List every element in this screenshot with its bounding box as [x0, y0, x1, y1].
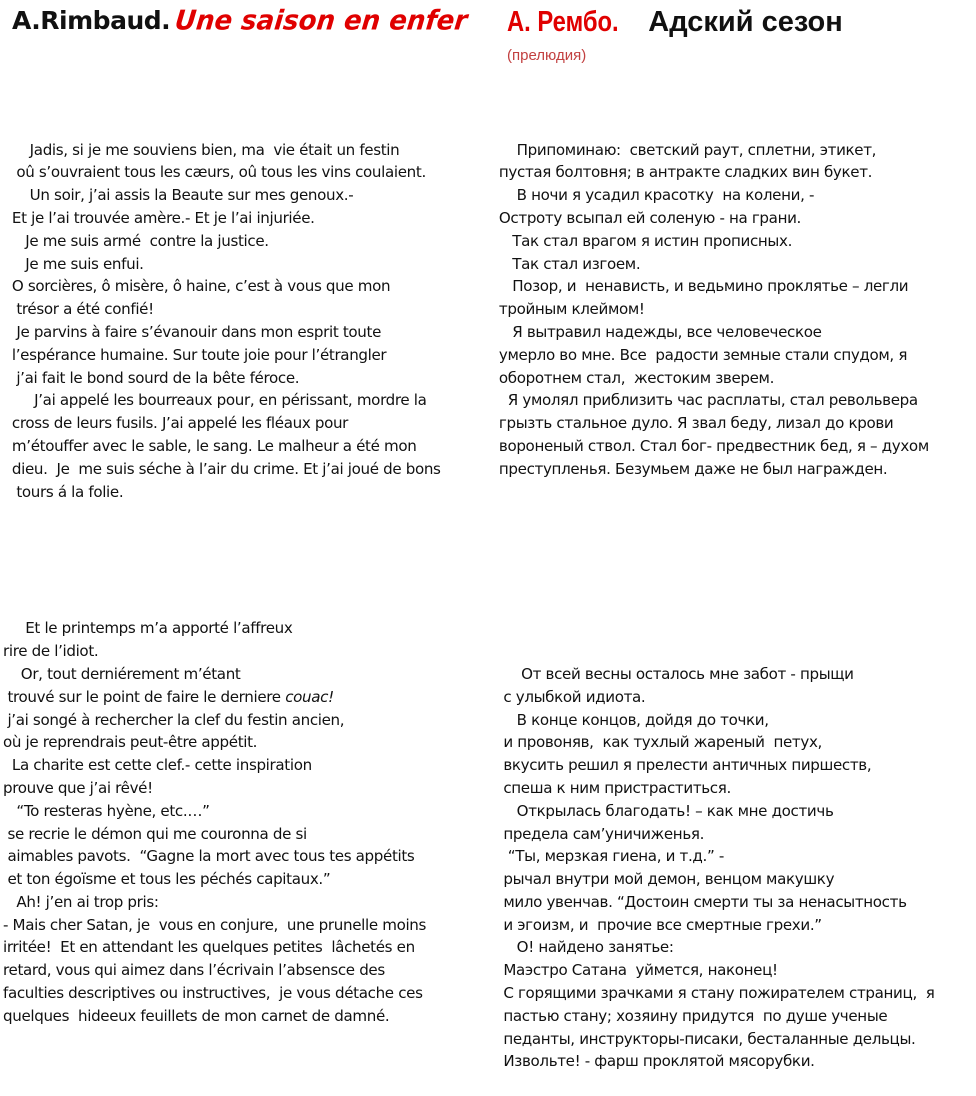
stanza-gap: [3, 549, 488, 572]
text-line: и эгоизм, и прочие все смертные грехи.”: [490, 915, 822, 934]
text-line: с улыбкой идиота.: [490, 687, 646, 706]
text-line: пастью стану; хозяину придутся по душе ученые: [490, 1006, 888, 1025]
text-line: trésor a été confié!: [3, 300, 154, 319]
russian-subtitle: (прелюдия): [507, 47, 587, 64]
text-line: и провоняв, как тухлый жареный петух,: [490, 733, 822, 752]
text-line: Et je l’ai trouvée amère.- Et je l’ai injuriée.: [3, 208, 315, 227]
text-line: рычал внутри мой демон, венцом макушку: [490, 870, 835, 889]
russian-header: [507, 6, 843, 39]
text-line: Je me suis armé contre la justice.: [3, 231, 269, 250]
russian-title: Адский сезон: [648, 6, 843, 38]
french-author: A.Rimbaud.: [12, 6, 171, 35]
text-line: - Mais cher Satan, je vous en conjure, une prunelle moins: [3, 915, 427, 934]
text-line: Так стал врагом я истин прописных.: [490, 231, 793, 250]
text-line: dieu. Je me suis séche à l’air du crime. Et j’ai joué de bons: [3, 459, 441, 478]
text-line: m’étouffer avec le sable, le sang. Le malheur a été mon: [3, 436, 417, 455]
russian-stanza-1: [490, 139, 970, 481]
text-line: trouvé sur le point de faire le derniere couac!: [3, 687, 334, 706]
text-line: Так стал изгоем.: [490, 254, 641, 273]
text-line: мило увенчав. “Достоин смерти ты за ненасытность: [490, 892, 907, 911]
text-line: cross de leurs fusils. J’ai appelé les fléaux pour: [3, 414, 349, 433]
text-line: oû s’ouvraient tous les cæurs, oû tous les vins coulaient.: [3, 163, 426, 182]
text-line: Я вытравил надежды, все человеческое: [490, 322, 822, 341]
text-line: грызть стальное дуло. Я звал беду, лизал до крови: [490, 414, 894, 433]
text-line: оборотнем стал, жестоким зверем.: [490, 368, 775, 387]
text-line: вороненый ствол. Стал бог- предвестник бед, я – духом: [490, 436, 929, 455]
text-line: Извольте! - фарш проклятой мясорубки.: [490, 1052, 815, 1071]
text-line: В ночи я усадил красотку на колени, -: [490, 186, 815, 205]
text-line: умерло во мне. Все радости земные стали спудом, я: [490, 345, 908, 364]
text-line: В конце концов, дойдя до точки,: [490, 710, 769, 729]
text-line: О! найдено занятье:: [490, 938, 674, 957]
text-line: quelques hideeux feuillets de mon carnet de damné.: [3, 1006, 390, 1025]
text-line: Je me suis enfui.: [3, 254, 144, 273]
text-line: retard, vous qui aimez dans l’écrivain l’absensce des: [3, 961, 385, 980]
french-title: Une saison en enfer: [173, 5, 470, 37]
text-line: “To resteras hyène, etc.…”: [3, 801, 210, 820]
text-line: Позор, и ненависть, и ведьмино проклятье – легли: [490, 277, 909, 296]
text-line: “Ты, мерзкая гиена, и т.д.” -: [490, 847, 724, 866]
stanza-gap: [490, 595, 970, 618]
text-line: С горящими зрачками я стану пожирателем страниц, я: [490, 984, 935, 1003]
french-stanza-1: [3, 139, 488, 504]
text-line: От всей весны осталось мне забот - прыщи: [490, 664, 854, 683]
russian-author: А. Рембо.: [507, 6, 619, 38]
stanza-gap: [490, 526, 970, 549]
text-line: Et le printemps m’a apporté l’affreux: [3, 619, 293, 638]
text-line: тройным клеймом!: [490, 300, 645, 319]
text-line: O sorcières, ô misère, ô haine, c’est à vous que mon: [3, 277, 391, 296]
french-stanza-2: [3, 617, 488, 1027]
text-line: et ton égoïsme et tous les péchés capitaux.”: [3, 870, 331, 889]
text-line: педанты, инструкторы-писаки, бесталанные дельцы.: [490, 1029, 916, 1048]
text-line: вкусить решил я прелести античных пиршеств,: [490, 756, 872, 775]
text-line: où je reprendrais peut-être appétit.: [3, 733, 258, 752]
text-line: Припоминаю: светский раут, сплетни, этикет,: [490, 140, 877, 159]
text-line: j’ai fait le bond sourd de la bête féroce.: [3, 368, 300, 387]
russian-stanza-2: [490, 663, 970, 1073]
text-line: пустая болтовня; в антракте сладких вин букет.: [490, 163, 873, 182]
text-line: спеша к ним пристраститься.: [490, 778, 731, 797]
text-line: Je parvins à faire s’évanouir dans mon esprit toute: [3, 322, 382, 341]
text-line: предела сам’уничиженья.: [490, 824, 705, 843]
text-line: Un soir, j’ai assis la Beaute sur mes genoux.-: [3, 186, 354, 205]
text-line: rire de l’idiot.: [3, 642, 99, 661]
text-line: irritée! Et en attendant les quelques petites lâchetés en: [3, 938, 415, 957]
text-line: tours á la folie.: [3, 482, 124, 501]
text-line: Ah! j’en ai trop pris:: [3, 892, 159, 911]
russian-text-column: [490, 93, 970, 1096]
french-text-column: [3, 93, 488, 1050]
text-line: Остроту всыпал ей соленую - на грани.: [490, 208, 801, 227]
text-line: l’espérance humaine. Sur toute joie pour l’étrangler: [3, 345, 387, 364]
text-line: Открылась благодать! – как мне достичь: [490, 801, 834, 820]
text-line: Or, tout derniérement m’étant: [3, 664, 241, 683]
french-header: [12, 5, 470, 37]
text-line: преступленья. Безумьем даже не был награжден.: [490, 459, 888, 478]
text-line: Я умолял приблизить час расплаты, стал револьвера: [490, 391, 918, 410]
text-line: La charite est cette clef.- cette inspiration: [3, 756, 312, 775]
text-line: prouve que j’ai rêvé!: [3, 778, 153, 797]
text-line: Маэстро Сатана уймется, наконец!: [490, 961, 778, 980]
text-line: j’ai songé à rechercher la clef du festin ancien,: [3, 710, 345, 729]
text-line: faculties descriptives ou instructives, je vous détache ces: [3, 984, 423, 1003]
text-line: Jadis, si je me souviens bien, ma vie était un festin: [3, 140, 400, 159]
text-line: se recrie le démon qui me couronna de si: [3, 824, 307, 843]
text-line: aimables pavots. “Gagne la mort avec tous tes appétits: [3, 847, 415, 866]
text-line: J’ai appelé les bourreaux pour, en périssant, mordre la: [3, 391, 427, 410]
